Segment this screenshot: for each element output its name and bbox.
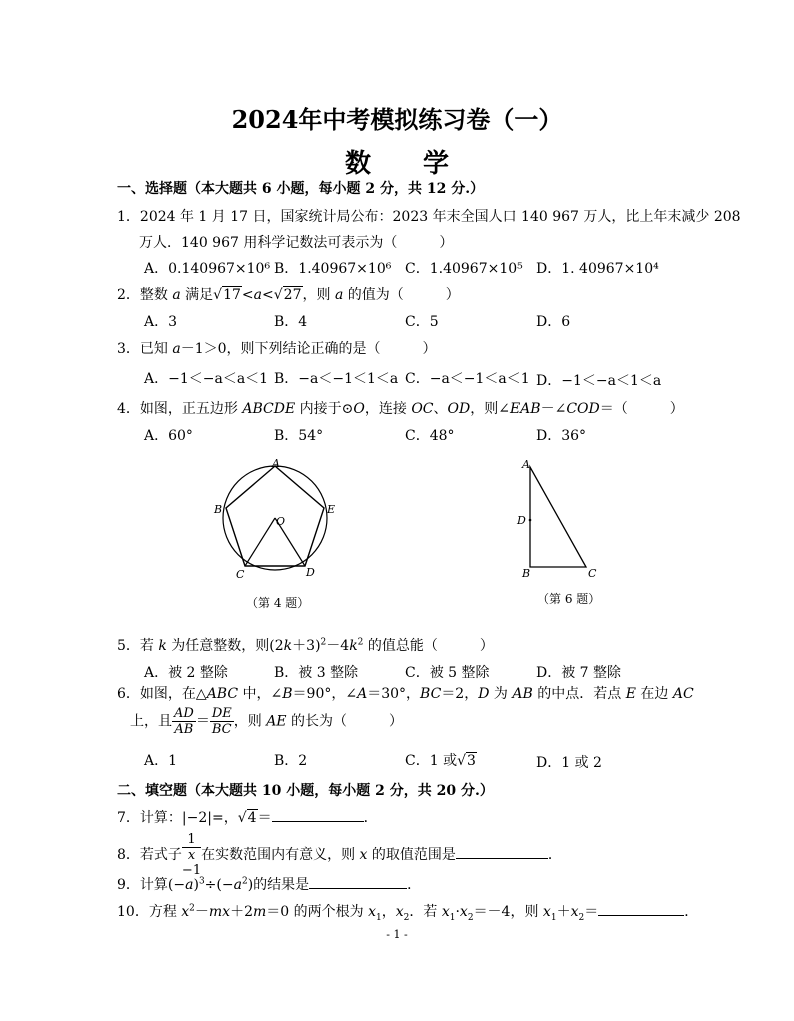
q2-stem: 2．整数 a 满足√17<a<√27，则 a 的值为（ ） — [117, 287, 460, 303]
q9: 9．计算$(-a)^3\div(-a^2)$的结果是 ． — [117, 876, 422, 893]
q1-option-d: D．1. 40967×10⁴ — [536, 261, 659, 277]
exam-title: 2024年中考模拟练习卷（一） — [231, 105, 563, 134]
figure-4-caption: （第 4 题） — [246, 596, 310, 610]
q6-option-d: D．1 或 2 — [536, 755, 602, 771]
section-choice-heading: 一、选择题（本大题共 6 小题，每小题 2 分，共 12 分.） — [117, 181, 485, 197]
q6-option-b: B．2 — [274, 753, 308, 769]
q1-option-b: B．1.40967×10⁶ — [274, 261, 392, 277]
q6-option-c: C．1 或√3 — [405, 753, 476, 769]
q3-stem: 3．已知 a－1＞0，则下列结论正确的是（ ） — [117, 341, 437, 357]
q4-option-a: A．60° — [144, 428, 193, 444]
q5-option-c: C．被 5 整除 — [405, 665, 490, 681]
fig4-label-a: A — [272, 457, 280, 470]
figure-6-caption: （第 6 题） — [537, 592, 601, 606]
q2-option-a: A．3 — [144, 314, 178, 330]
fig4-label-b: B — [214, 503, 223, 516]
q2-option-c: C．5 — [405, 314, 439, 330]
q1-line2: 万人．140 967 用科学记数法可表示为（ ） — [139, 235, 454, 251]
fig6-label-a: A — [522, 458, 530, 471]
fig6-label-d: D — [517, 514, 526, 527]
q6-option-a: A．1 — [144, 753, 178, 769]
q2-option-d: D．6 — [536, 314, 571, 330]
q2-option-b: B．4 — [274, 314, 308, 330]
page-number: - 1 - — [386, 928, 408, 941]
fig4-label-o: O — [276, 515, 286, 528]
q6-line2: 上，且 $\frac{AD}{AB}$ ＝ $\frac{DE}{BC}$ ，则 AE 的长为（ ） — [130, 706, 403, 737]
q4-option-c: C．48° — [405, 428, 455, 444]
q4-option-d: D．36° — [536, 428, 587, 444]
q1-option-c: C．1.40967×10⁵ — [405, 261, 523, 277]
figure-4-pentagon — [200, 455, 360, 585]
subject-title: 数 学 — [344, 149, 449, 179]
q10: 10．方程 $x^2-mx+2m=0$ 的两个根为 $x_1$，$x_2$．若 $x_1\cdot x_2=-4$，则 $x_1+x_2=$ ． — [117, 903, 699, 923]
q7: 7．计算：|−2|=，√4＝ ． — [117, 810, 378, 826]
q3-option-c: C．−a＜−1＜a＜1 — [405, 371, 530, 387]
q8: 8．若式子 1 x −1 在实数范围内有意义，则 x 的取值范围是 ． — [117, 832, 562, 878]
q5-option-d: D．被 7 整除 — [536, 665, 622, 681]
fig6-label-c: C — [588, 567, 597, 580]
q3-option-d: D．−1＜−a＜1＜a — [536, 373, 662, 389]
q5-option-b: B．被 3 整除 — [274, 665, 359, 681]
q3-option-a: A．−1＜−a＜a＜1 — [144, 371, 269, 387]
fig4-label-e: E — [327, 503, 336, 516]
q5-option-a: A．被 2 整除 — [144, 665, 228, 681]
q3-option-b: B．−a＜−1＜1＜a — [274, 371, 399, 387]
q4-option-b: B．54° — [274, 428, 324, 444]
q6-line1: 6．如图，在△ABC 中，∠B＝90°，∠A＝30°，BC＝2，D 为 AB 的中点．若点 E 在边 AC — [117, 686, 694, 702]
fig4-label-c: C — [236, 568, 245, 581]
figure-6-triangle — [508, 455, 608, 585]
q1-option-a: A．0.140967×10⁶ — [144, 261, 271, 277]
section-fill-heading: 二、填空题（本大题共 10 小题，每小题 2 分，共 20 分.） — [117, 783, 494, 799]
fig4-label-d: D — [306, 566, 315, 579]
q5-stem: 5．若 k 为任意整数，则$(2k+3)^2-4k^2$ 的值总能（ ） — [117, 637, 494, 654]
q1-line1: 1．2024 年 1 月 17 日，国家统计局公布：2023 年末全国人口 140 967 万人，比上年末减少 208 — [117, 209, 741, 225]
q4-stem: 4．如图，正五边形 ABCDE 内接于⊙O，连接 OC、OD，则∠EAB－∠COD＝（ ） — [117, 401, 684, 417]
fig6-label-b: B — [522, 567, 531, 580]
